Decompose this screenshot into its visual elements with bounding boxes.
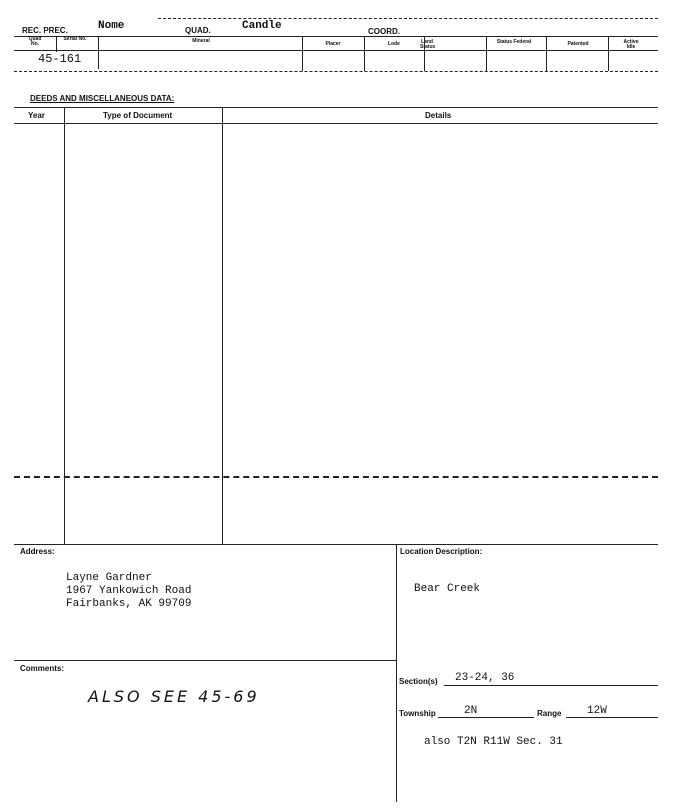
address-label: Address: (20, 547, 55, 556)
divider (424, 36, 425, 71)
sections-value: 23-24, 36 (455, 672, 515, 684)
coord-label: COORD. (368, 27, 400, 36)
deeds-divider (222, 107, 223, 544)
rec-prec-label: REC. PREC. (22, 26, 68, 35)
deeds-header-rule (14, 123, 658, 124)
header-bottom-rule (14, 71, 658, 72)
location-divider (396, 544, 397, 802)
address-block (66, 572, 191, 611)
col-mineral: Mineral (192, 38, 210, 44)
col-placer: Placer (325, 41, 341, 47)
header-rule (14, 36, 658, 37)
comments-label: Comments: (20, 664, 65, 673)
address-line: Layne Gardner (66, 572, 152, 584)
deeds-divider (64, 107, 65, 544)
header-section (0, 0, 678, 80)
quad-value: Candle (242, 20, 282, 32)
col-serial-no: Serial No. (63, 36, 87, 42)
deeds-bottom-rule (14, 544, 658, 545)
location-label: Location Description: (400, 547, 483, 556)
col-status: Status Federal (496, 39, 532, 45)
address-line: 1967 Yankowich Road (66, 585, 192, 597)
divider (98, 36, 99, 69)
quad-label: QUAD. (185, 26, 211, 35)
township-value: 2N (464, 705, 478, 717)
deeds-col-details: Details (425, 111, 452, 120)
range-underline (566, 717, 658, 718)
divider (608, 36, 609, 71)
sections-label: Section(s) (399, 677, 438, 686)
header-subrule (14, 50, 658, 51)
township-label: Township (399, 709, 436, 718)
record-number: 45-161 (38, 52, 82, 66)
address-line: Fairbanks, AK 99709 (66, 598, 192, 610)
range-label: Range (537, 709, 562, 718)
location-value: Bear Creek (414, 583, 481, 595)
divider (56, 36, 57, 52)
divider (486, 36, 487, 71)
deeds-col-year: Year (28, 111, 45, 120)
header-top-rule (158, 18, 658, 19)
township-underline (438, 717, 534, 718)
divider (546, 36, 547, 71)
deeds-top-rule (14, 107, 658, 108)
divider (364, 36, 365, 71)
col-patented: Patented (567, 41, 589, 47)
comments-handwritten: ALSO SEE 45-69 (88, 687, 260, 706)
col-lode: Lode (388, 41, 400, 47)
divider (302, 36, 303, 71)
col-quad-no: Quad No. (28, 36, 42, 47)
comments-top-rule (14, 660, 396, 661)
deeds-title: DEEDS AND MISCELLANEOUS DATA: (30, 94, 175, 103)
range-value: 12W (587, 705, 607, 717)
deeds-col-type: Type of Document (103, 111, 173, 120)
sections-underline (444, 685, 658, 686)
col-active: Active Idle (623, 39, 639, 50)
deeds-dashed-rule (14, 476, 658, 478)
col-land-status: Land Status (420, 39, 436, 50)
rec-prec-value: Nome (98, 20, 125, 32)
legal-note: also T2N R11W Sec. 31 (424, 736, 563, 748)
